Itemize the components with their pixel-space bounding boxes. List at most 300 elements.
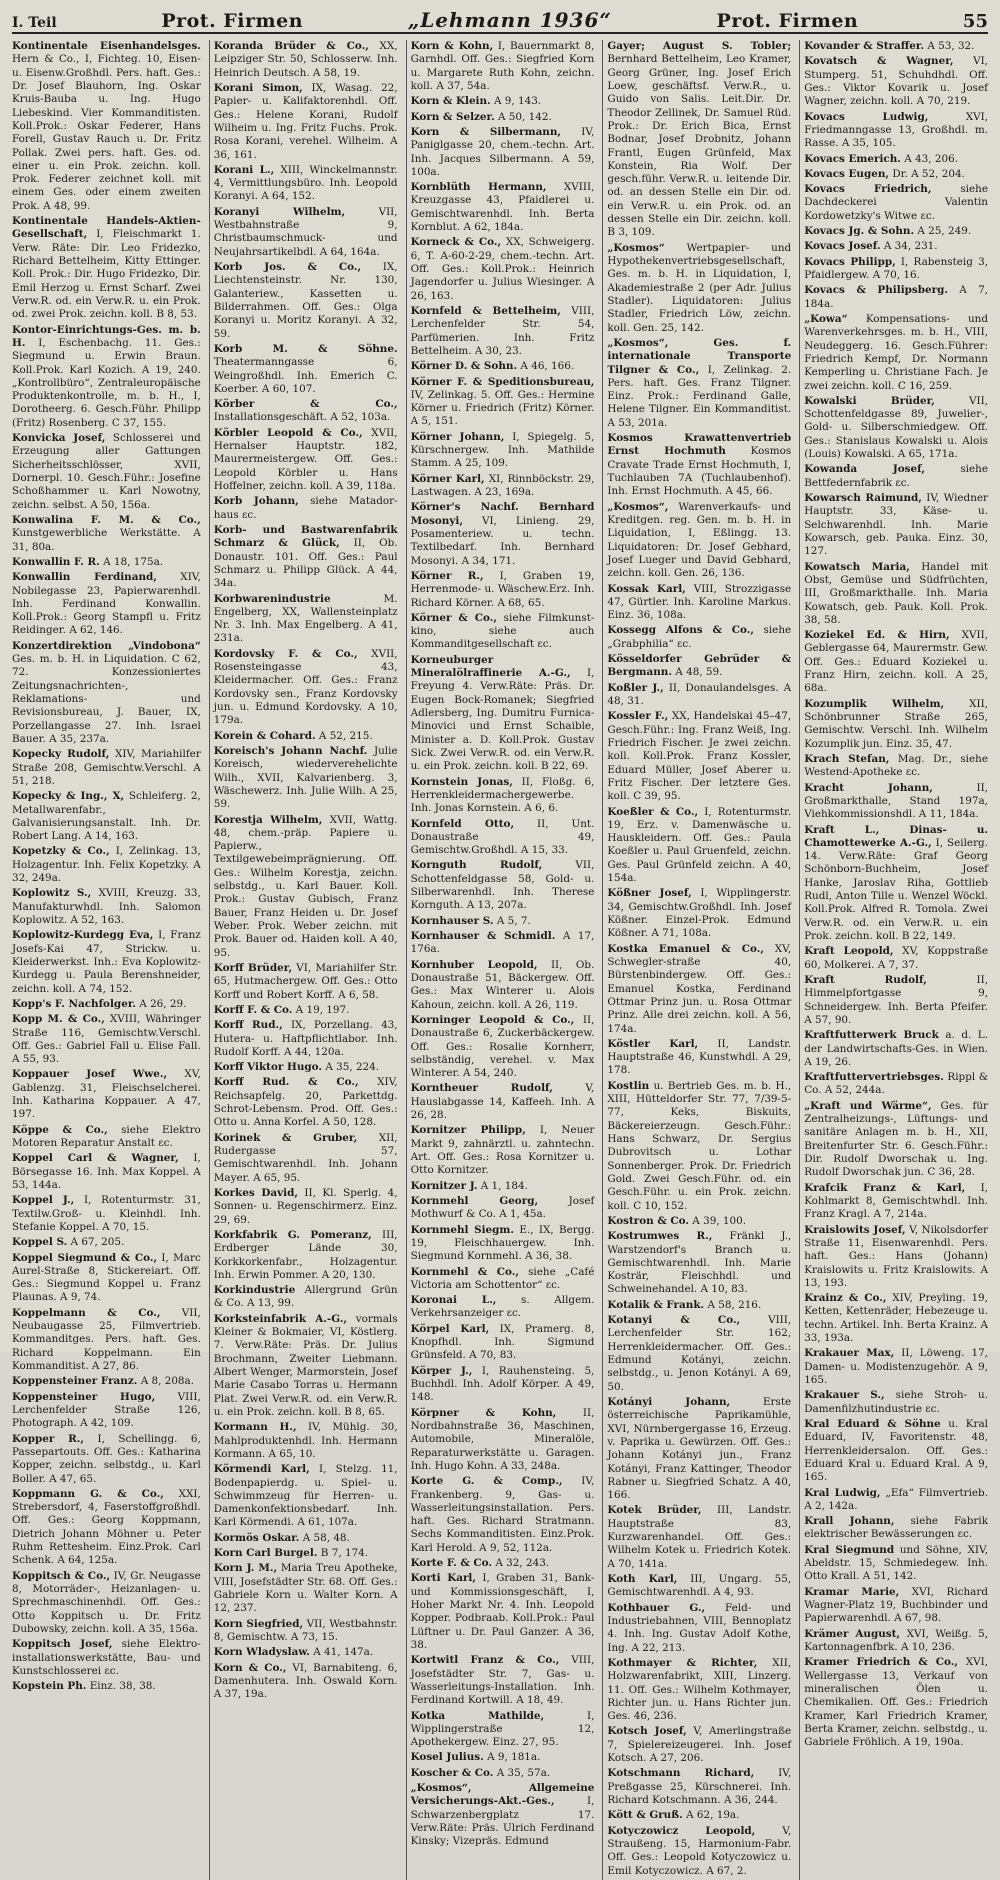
firm-entry: [12, 215, 201, 322]
firm-entry: [411, 1557, 595, 1570]
firm-entry: [12, 514, 201, 554]
firm-entry: [804, 629, 988, 696]
firm-details: VI, Mariahilfer Str. 65, Hutmachergew. Off. Ges.: Otto Korff und Robert Korff. A 6, 58.: [213, 961, 398, 1001]
firm-details: Kosmos Cravate Trade Ernst Hochmuth, I, Tuchlauben 7A (Tuchlaubenhof). Inh. Ernst Hochmuth. A 45, 66.: [607, 445, 792, 498]
firm-entry: [12, 1236, 201, 1249]
firm-entry: [804, 698, 988, 751]
firm-entry: [607, 1314, 791, 1394]
firm-details: I, Börsegasse 16. Inh. Max Koppel. A 53, 144a.: [12, 1152, 201, 1191]
firm-name: Korn Carl Burgel.: [213, 1547, 318, 1560]
firm-name: Korff Brüder,: [213, 961, 293, 974]
firm-name: Korff Rud.,: [213, 1019, 283, 1032]
firm-name: Kovacs Ludwig,: [804, 110, 929, 123]
firm-details: XVIII, Kreuzgasse 43, Pfaidlerei u. Gemischtwarenhdl. Inh. Berta Kornblut. A 62, 184a.: [410, 181, 595, 234]
firm-entry: [607, 337, 791, 430]
firm-details: A 5, 7.: [496, 914, 531, 927]
firm-entry: [214, 1532, 398, 1545]
firm-entry: [214, 1662, 398, 1702]
firm-details: V, Amerlingstraße 7, Spielereizeugerei. Inh. Josef Kotsch. A 27, 206.: [607, 1725, 792, 1765]
firm-details: II, Kl. Sperlg. 4, Sonnen- u. Regenschirmerz. Einz. 29, 69.: [213, 1186, 398, 1226]
firm-name: Kothbauer G.,: [607, 1601, 706, 1614]
firm-entry: [411, 376, 595, 429]
firm-entry: [214, 1562, 398, 1615]
firm-name: Korb- und Bastwarenfabrik Schmarz & Glück,: [213, 523, 398, 550]
column-5: [799, 40, 988, 1880]
firm-entry: [214, 1187, 398, 1227]
firm-entry: [12, 1252, 201, 1305]
firm-entry: [12, 40, 201, 213]
firm-name: Koth Karl,: [607, 1573, 678, 1585]
firm-details: A 43, 206.: [904, 152, 959, 165]
firm-name: „Kosmos“,: [607, 500, 669, 513]
firm-details: VII, Westbahnstraße 9, Christbaumschmuck- und Neujahrsartikelbdl. A 64, 164a.: [213, 205, 398, 258]
firm-entry: [214, 398, 398, 425]
firm-entry: [804, 945, 988, 972]
firm-name: Korbwarenindustrie: [213, 592, 331, 605]
firm-entry: [12, 845, 201, 885]
firm-name: Konwallin F. R.: [12, 555, 100, 568]
firm-entry: [804, 183, 988, 223]
firm-entry: [804, 561, 988, 628]
firm-details: IV, Mühlg. 30, Mahlproduktenhdl. Inh. Hermann Kormann. A 65, 10.: [213, 1421, 398, 1460]
firm-details: XX, Schweigerg. 6, T. A-60-2-29, chem.-techn. Art. Off. Ges.: Koll.Prok.: Heinrich Jagendorfer u. Julius Wiesinger. A 26, 163.: [410, 236, 595, 302]
firm-entry: [411, 818, 595, 858]
firm-entry: [214, 1229, 398, 1282]
firm-entry: [411, 236, 595, 303]
firm-entry: [12, 1152, 201, 1192]
firm-details: II, Ob. Donaustraße 51, Bäckergew. Off. Ges.: Max Winterer u. Alois Kahoun, zeichn. koll. A 26, 119.: [410, 958, 595, 1011]
firm-details: I, Rauhensteing. 5, Buchhdl. Inh. Adolf Körper. A 49, 148.: [410, 1364, 595, 1404]
firm-details: Schlosserei und Erzeugung aller Gattungen Sicherheitsschlösser, XVII, Dornerpl. 10. Gesch.Führ.: Josefine Schoßhammer u. Karl Nowotny, zeichn. selbst. A 50, 156a.: [12, 432, 201, 511]
firm-entry: [411, 473, 595, 500]
firm-name: Kovacs Jg. & Sohn.: [804, 225, 915, 238]
firm-entry: [214, 1019, 398, 1059]
firm-details: VIII, Lerchenfelder Straße 126, Photograph. A 42, 109.: [12, 1390, 201, 1430]
firm-name: Korte F. & Co.: [410, 1557, 493, 1570]
firm-entry: [411, 1365, 595, 1405]
firm-name: Kornblüth Hermann,: [410, 181, 547, 194]
firm-entry: [804, 240, 988, 253]
firm-name: „Kosmos“, Ges. f. internationale Transporte Tilgner & Co.,: [607, 336, 792, 376]
firm-entry: [214, 1061, 398, 1074]
firm-entry: [214, 1547, 398, 1560]
firm-name: Korn & Silbermann,: [410, 125, 562, 138]
firm-details: XX, Leipziger Str. 50, Schlosserw. Inh. Heinrich Deutsch. A 58, 19.: [213, 40, 398, 79]
firm-details: XI, Rinnböckstr. 29, Lastwagen. A 23, 169a.: [410, 472, 595, 498]
firm-entry: [12, 556, 201, 569]
firm-details: III, Landstr. Hauptstraße 83, Kurzwarenhandel. Off. Ges.: Wilhelm Kotek u. Friedrich Kotek. A 70, 141a.: [607, 1504, 792, 1570]
firm-entry: [12, 432, 201, 512]
firm-name: Koppel Carl & Wagner,: [12, 1152, 179, 1165]
firm-name: Kraislowits Josef,: [804, 1223, 906, 1236]
firm-entry: [411, 1572, 595, 1652]
firm-name: Kornmehl Siegm.: [410, 1223, 515, 1236]
firm-entry: [214, 1076, 398, 1129]
firm-details: I, Graben 31, Bank- und Kommissionsgeschäft, I, Hoher Markt Nr. 4. Inh. Leopold Kopper. Podbraab. Koll.Prok.: Paul Lüftner u. Dr. Paul Ganzer. A 36, 38.: [410, 1572, 595, 1651]
firm-details: XXI, Strebersdorf, 4, Faserstoffgroßhdl. Off. Ges.: Georg Koppmann, Dietrich Johann Möhner u. Peter Ruhm Rettesheim. Einz.Prok. Carl Schenk. A 64, 125a.: [12, 1487, 201, 1567]
firm-details: siehe Bettfedernfabrik ɛc.: [804, 463, 988, 489]
firm-entry: [411, 1407, 595, 1474]
firm-details: VII, Schottenfeldgasse 89, Juwelier-, Gold- u. Silberschmiedgew. Off. Ges.: Stanislaus Kowalski u. Alois (Louis) Kowalski. A 65, 171a.: [804, 394, 988, 461]
firm-details: Fränkl J., Warstzendorf's Branch u. Gemischtwarenhdl. Inh. Marie Kosträr, Fleischhdl. und Schweinehandel. A 10, 83.: [607, 1230, 792, 1296]
firm-name: Korn & Klein.: [410, 95, 491, 108]
firm-name: Kött & Gruß.: [607, 1809, 683, 1822]
firm-name: Kostron & Co.: [607, 1214, 689, 1227]
firm-entry: [607, 1215, 791, 1228]
firm-details: XVIII, Währinger Straße 116, Gemischtw.Verschl. Off. Ges.: Gabriel Fall u. Elise Fall. A 55, 93.: [12, 1013, 201, 1066]
firm-entry: [411, 612, 595, 652]
firm-name: Kracht Johann,: [804, 781, 933, 794]
firm-details: Mag. Dr., siehe Westend-Apotheke ɛc.: [804, 752, 988, 779]
firm-name: Köstler Karl,: [607, 1037, 699, 1050]
firm-details: IV, Wiedner Hauptstr. 33, Käse- u. Selchwarenhdl. Inh. Marie Kowarsch, geb. Pauka. Einz. 30, 127.: [804, 492, 989, 558]
firm-details: I, Schellingg. 6, Passepartouts. Off. Ges.: Katharina Kopper, zeichn. selbstdg., u. Karl Boller. A 47, 65.: [12, 1432, 201, 1485]
firm-details: siehe „Café Victoria am Schottentor“ ɛc.: [410, 1265, 595, 1291]
firm-details: A 58, 216.: [707, 1298, 762, 1311]
firm-name: Koronai L.,: [410, 1294, 497, 1307]
firm-name: Kovacs Friedrich,: [804, 183, 932, 196]
firm-name: Köppe & Co.,: [12, 1123, 108, 1136]
firm-name: Korb M. & Söhne.: [213, 342, 398, 355]
firm-details: IX, Porzellang. 43, Hutera- u. Haftpflichtlabor. Inh. Rudolf Korff. A 44, 120a.: [213, 1019, 398, 1058]
firm-name: Konvicka Josef,: [12, 432, 106, 445]
firm-name: Konzertdirektion „Vindobona“: [12, 639, 201, 652]
firm-details: VIII, Lerchenfelder Str. 162, Herrenkleidermacher. Off. Ges.: Edmund Kotányi, zeichn. selbstdg., u. Jenon Kotányi. A 69, 50.: [607, 1314, 792, 1393]
firm-entry: [804, 1292, 988, 1345]
firm-entry: [804, 824, 988, 944]
firm-entry: [12, 748, 201, 788]
firm-entry: [411, 654, 595, 774]
part-label: I. Teil: [12, 15, 57, 31]
firm-entry: [411, 1124, 595, 1177]
firm-entry: [214, 40, 398, 80]
firm-name: Korb Jos. & Co.,: [213, 261, 362, 273]
firm-entry: [411, 1475, 595, 1555]
firm-entry: [411, 431, 595, 471]
firm-details: A 25, 249.: [917, 225, 972, 238]
firm-name: „Kowa“: [804, 312, 848, 325]
firm-name: Korein & Cohard.: [213, 729, 316, 742]
firm-entry: [804, 463, 988, 490]
firm-entry: [804, 974, 988, 1027]
firm-entry: [607, 501, 791, 581]
firm-name: Krainz & Co.,: [804, 1292, 887, 1305]
firm-details: I, Rotenturmstr. 31, Textilw.Groß- u. Kleinhdl. Inh. Stefanie Koppel. A 70, 15.: [12, 1194, 201, 1233]
firm-entry: [411, 1654, 595, 1707]
firm-entry: [12, 1433, 201, 1486]
firm-details: III, Ungarg. 55, Gemischtwarenhdl. A 4, 93.: [607, 1573, 792, 1599]
firm-details: IV, Gr. Neugasse 8, Motorräder-, Heizanlagen- u. Sprechmaschinenhdl. Off. Ges.: Otto Koppitsch u. Dr. Fritz Dubowsky, zeichn. koll. A 35, 156a.: [12, 1569, 201, 1635]
firm-details: IX, Pramerg. 8, Knopfhdl. Inh. Sigmund Grünsfeld. A 70, 83.: [410, 1322, 595, 1362]
firm-entry: [214, 495, 398, 522]
firm-details: I, Wipplingerstr. 34, Gemischtw.Großhdl. Inh. Josef Kößner. Einzel-Prok. Edmund Kößner. A 71, 108a.: [607, 887, 792, 940]
firm-name: Kopetzky & Co.,: [12, 845, 110, 858]
firm-name: Korinek & Gruber,: [213, 1131, 358, 1144]
firm-entry: [12, 1307, 201, 1374]
firm-details: Feld- und Industriebahnen, VIII, Bennoplatz 4. Inh. Ing. Gustav Adolf Kothe, Ing. A 22, 213.: [607, 1601, 792, 1654]
firm-name: Kordovsky F. & Co.,: [213, 647, 358, 660]
column-2: [209, 40, 398, 1880]
firm-details: Ges. m. b. H. in Liquidation. C 62, 72. Konzessioniertes Zeitungsnachrichten-, Reklamations- und Revisionsbureau, J. Bauer, IX, Porzellangasse 27. Inh. Israel Bauer. A 35, 237a.: [12, 653, 201, 745]
firm-entry: [804, 256, 988, 283]
firm-entry: [12, 790, 201, 843]
firm-name: Korn & Kohn,: [410, 40, 494, 52]
firm-details: A 26, 29.: [139, 997, 187, 1010]
firm-entry: [804, 782, 988, 822]
firm-details: A 53, 32.: [927, 40, 975, 52]
firm-details: I, Freyung 4. Verw.Räte: Präs. Dr. Eugen Bock-Romanek; Siegfried Adlersberg, Ing. Dumitru Furnica-Minovici und Ernst Schaible, Minister a. D. Koll.Prok. Gustav Sick. Zwei Verw.R. od. ein Verw.R. u. ein Prok. zeichn. koll. B 22, 69.: [410, 667, 595, 773]
firm-entry: [607, 887, 791, 940]
firm-entry: [12, 1068, 201, 1121]
firm-details: I, Bauernmarkt 8, Garnhdl. Off. Ges.: Siegfried Korn u. Margarete Ruth Kohn, zeichn. koll. A 37, 54a.: [410, 40, 595, 92]
firm-entry: [411, 305, 595, 358]
firm-name: Korff Viktor Hugo.: [213, 1061, 322, 1074]
firm-details: II, Ob. Donaustr. 101. Off. Ges.: Paul Schmarz u. Philipp Glück. A 44, 34a.: [213, 537, 398, 590]
firm-name: Koßler J.,: [607, 681, 664, 694]
firm-details: I, Wipplingerstraße 12, Apothekergew. Einz. 27, 95.: [410, 1709, 595, 1749]
firm-entry: [214, 1313, 398, 1420]
firm-details: siehe Stroh- u. Damenfilzhutindustrie ɛc.: [804, 1389, 989, 1415]
firm-entry: [12, 1375, 201, 1388]
firm-details: II, Donaulandelsges. A 48, 31.: [607, 681, 792, 707]
firm-details: V, Hauslabgasse 14, Kaffeeh. Inh. A 26, 28.: [410, 1082, 595, 1122]
firm-entry: [607, 242, 791, 335]
firm-entry: [804, 1071, 988, 1098]
firm-details: Allergrund Grün & Co. A 13, 99.: [213, 1284, 398, 1310]
firm-details: A 35, 57a.: [496, 1766, 551, 1779]
firm-entry: [411, 1710, 595, 1750]
firm-details: VI, Stumperg. 51, Schuhdhdl. Off. Ges.: Viktor Kovarik u. Josef Wagner, zeichn. koll. A 70, 219.: [804, 55, 988, 108]
firm-details: IV, Preßgasse 25, Kürschnerei. Inh. Richard Kotschmann. A 36, 244.: [607, 1767, 792, 1806]
firm-name: Krämer August,: [804, 1627, 901, 1640]
firm-details: A 48, 59.: [675, 666, 723, 679]
firm-entry: [214, 730, 398, 743]
firm-name: Kotka Mathilde,: [410, 1709, 545, 1722]
firm-entry: [214, 745, 398, 812]
firm-entry: [607, 432, 791, 499]
firm-name: Koppauer Josef Wwe.,: [12, 1068, 168, 1081]
firm-entry: [804, 284, 988, 311]
firm-details: XV, Koppstraße 60, Molkerei. A 7, 37.: [804, 945, 988, 971]
firm-name: Kraft L., Dinas- u. Chamottewerke A.-G.,: [804, 823, 988, 849]
firm-details: I, Fleischmarkt 1. Verw. Räte: Dir. Leo Fridezko, Richard Bettelheim, Kitty Ettinger. Koll. Prok.: Dir. Hugo Fridezko, Dir. Emil Herzog u. Ernst Scharf. Zwei Verw.R. od. ein Verw.R. u. ein Prok. od. zwei Prok. zeichn. koll. B 8, 53.: [12, 228, 201, 321]
firm-name: Korb Johann,: [213, 495, 299, 508]
firm-entry: [411, 1082, 595, 1122]
firm-name: Kral Eduard & Söhne: [804, 1417, 941, 1430]
firm-entry: [12, 929, 201, 996]
firm-entry: [804, 1544, 988, 1584]
firm-name: Korneuburger Mineralölraffinerie A.-G.,: [410, 653, 571, 680]
firm-name: Kotek Brüder,: [607, 1504, 702, 1517]
firm-name: Kornhauser & Schmidl.: [410, 930, 556, 942]
firm-name: Korn Wladyslaw.: [213, 1646, 310, 1659]
firm-entry: [804, 1515, 988, 1542]
firm-entry: [12, 1680, 201, 1693]
firm-name: Körner Johann,: [410, 430, 505, 443]
firm-entry: [804, 1656, 988, 1749]
firm-details: siehe Elektro-installationswerkstätte, Bau- und Kunstschlosserei ɛc.: [12, 1638, 201, 1677]
firm-name: Kraft Leopold,: [804, 945, 894, 958]
firm-details: II, Donaustraße 6, Zuckerbäckergew. Off. Ges.: Rosalie Kornherr, selbständig, verehel. v. Max Winterer. A 54, 240.: [410, 1013, 595, 1080]
firm-details: E., IX, Bergg. 19, Fleischhauergew. Inh. Siegmund Kornmehl. A 36, 38.: [410, 1223, 595, 1263]
firm-entry: [804, 153, 988, 166]
firm-entry: [12, 571, 201, 638]
firm-entry: [804, 55, 988, 108]
firm-details: A 39, 100.: [692, 1214, 747, 1227]
firm-name: Kornhauser S.: [410, 914, 494, 927]
firm-name: Kontor-Einrichtungs-Ges. m. b. H.: [12, 323, 201, 349]
firm-details: Handel mit Obst, Gemüse und Südfrüchten, III, Großmarkthalle. Inh. Maria Kowatsch, geb. Pauk. Koll. Prok. 38, 58.: [804, 560, 988, 626]
firm-name: Korff F. & Co.: [213, 1003, 293, 1016]
firm-entry: [607, 1504, 791, 1571]
firm-name: Korti Karl,: [410, 1572, 476, 1585]
firm-name: Konwallin Ferdinand,: [12, 571, 157, 584]
firm-details: XVII, Wattg. 48, chem.-präp. Papiere u. Papierw., Textilgewebeimprägnierung. Off. Ges.: Wilhelm Korestja, zeichn. selbstdg., u. Karl Bauer. Koll. Prok.: Gustav Gubisch, Franz Bauer, Franz Heiden u. Dr. Josef Weber. Prok. Weber zeichn. mit Prok. Bauer od. Haiden koll. A 40, 95.: [213, 813, 398, 959]
firm-name: Körpner & Kohn,: [410, 1406, 557, 1419]
firm-details: I, Rabensteig 3, Pfaidlergew. A 70, 16.: [804, 255, 988, 281]
firm-details: A 32, 243.: [495, 1557, 550, 1570]
firm-name: Kornmehl Georg,: [410, 1194, 539, 1207]
firm-details: I, Rotenturmstr. 19, Erz. v. Damenwäsche u. Hauskleidern. Off. Ges.: Paula Koeßler u. Paul Gruenfeld, zeichn. Ges. Paul Grünfeld zeichn. A 40, 154a.: [607, 805, 792, 885]
firm-name: Kothmayer & Richter,: [607, 1656, 758, 1669]
firm-details: B 7, 174.: [320, 1547, 369, 1560]
firm-entry: [607, 1396, 791, 1503]
firm-entry: [214, 648, 398, 728]
firm-name: Koplowitz-Kurdegg Eva,: [12, 929, 154, 942]
firm-details: u. Kral Eduard, IV, Favoritenstr. 48, Herrenkleidersalon. Off. Ges.: Eduard Kral u. Eduard Kral. A 9, 165.: [804, 1417, 988, 1484]
firm-entry: [607, 806, 791, 886]
firm-entry: [804, 40, 988, 53]
firm-details: s. Allgem. Verkehrsanzeiger ɛc.: [410, 1294, 595, 1320]
firm-name: Krakauer S.,: [804, 1389, 885, 1402]
firm-name: Korkes David,: [213, 1186, 298, 1199]
firm-entry: [214, 164, 398, 204]
firm-name: Kotányi Johann,: [607, 1395, 731, 1408]
firm-details: siehe Fabrik elektrischer Bewässerungen ɛc.: [804, 1515, 988, 1541]
firm-details: XIV, Preyling. 19, Ketten, Kettenräder, Hebezeuge u. techn. Artikel. Inh. Berta Krainz. A 33, 193a.: [804, 1292, 988, 1345]
firm-details: Hern & Co., I, Fichteg. 10, Eisen- u. Eisenw.Großhdl. Pers. haft. Ges.: Dr. Josef Blauhorn, Ing. Oskar Kruis-Bauba u. Ing. Hugo Liebeskind. Vier Kommanditisten. Koll.Prok.: Oskar Federer, Hans Forell, Gustav Rauch u. Dr. Fritz Pollak. Zwei pers. haft. Ges. od. einer u. ein Prok. zeichn. koll. Prok. Federer zeichnet koll. mit einem Ges. oder einem zweiten Prok. A 48, 99.: [12, 53, 201, 212]
firm-name: Korte G. & Comp.,: [410, 1475, 563, 1488]
firm-entry: [214, 1132, 398, 1185]
firm-details: A 1, 184.: [480, 1179, 528, 1192]
firm-name: Konwalina F. M. & Co.,: [12, 513, 201, 526]
firm-name: Kossak Karl,: [607, 582, 686, 595]
firm-details: A 9, 181a.: [487, 1751, 541, 1764]
firm-entry: [411, 930, 595, 957]
firm-entry: [411, 1782, 595, 1849]
firm-details: I, Graben 19, Herrenmode- u. Wäschew.Erz. Inh. Richard Körner. A 68, 65.: [410, 569, 595, 609]
page-number: 55: [962, 11, 988, 32]
firm-details: Erste österreichische Paprikamühle, XVI, Nürnbergergasse 16, Erzeug. v. Paprika u. Gewürzen. Off. Ges.: Johann Kotányi jun., Franz Kotányi, Franz Kattinger, Theodor Rabner u. Siegfried Schatz. A 40, 166.: [607, 1395, 792, 1502]
firm-entry: [214, 206, 398, 259]
firm-entry: [214, 814, 398, 960]
firm-name: Korn & Co.,: [213, 1661, 287, 1674]
firm-name: „Kosmos“: [607, 241, 665, 254]
firm-entry: [804, 1389, 988, 1416]
firm-name: Kostlin: [607, 1079, 650, 1092]
firm-entry: [411, 111, 595, 124]
firm-entry: [607, 1825, 791, 1878]
firm-name: Kornmehl & Co.,: [410, 1265, 519, 1278]
firm-details: XVII, Rosensteingasse 43, Kleidermacher. Off. Ges.: Franz Kordovsky sen., Franz Kordovsky jun. u. Edmund Kordovsky. A 10, 179a.: [213, 647, 398, 727]
firm-name: Korkfabrik G. Pomeranz,: [213, 1228, 372, 1241]
firm-details: IV, Paniglgasse 20, chem.-techn. Art. Inh. Jacques Silbermann. A 59, 100a.: [410, 125, 595, 178]
firm-details: II, Unt. Donaustraße 49, Gemischtw.Großhdl. A 15, 33.: [410, 817, 595, 857]
firm-details: A 17, 176a.: [410, 930, 595, 956]
firm-entry: [607, 1602, 791, 1655]
firm-entry: [411, 1266, 595, 1293]
firm-name: Kramar Marie,: [804, 1585, 900, 1598]
firm-name: Korff Rud. & Co.,: [213, 1076, 359, 1089]
firm-name: Kornfeld Otto,: [410, 817, 515, 830]
firm-details: A 41, 147a.: [313, 1646, 374, 1659]
firm-entry: [804, 111, 988, 151]
firm-entry: [214, 82, 398, 162]
firm-details: A 67, 205.: [70, 1236, 125, 1249]
firm-details: II, Floßg. 6, Herrenkleidermachergewerbe. Inh. Jonas Kornstein. A 6, 6.: [410, 775, 595, 815]
firm-name: Körner D. & Sohn.: [410, 360, 518, 373]
firm-details: XVII, Geblergasse 64, Maurermstr. Gew. Off. Ges.: Eduard Koziekel u. Franz Hirn, zeichn. koll. A 25, 68a.: [804, 629, 988, 695]
firm-entry: [607, 1767, 791, 1807]
firm-name: Kontinentale Eisenhandelsges.: [12, 40, 201, 52]
firm-name: „Kosmos“, Allgemeine Versicherungs-Akt.-Ges.,: [410, 1782, 595, 1808]
firm-details: I, Franz Josefs-Kai 47, Strickw. u. Kleiderwerkst. Inh.: Eva Koplowitz-Kurdegg u. Paula Berenshneider, zeichn. koll. A 74, 152.: [12, 929, 201, 995]
firm-entry: [607, 624, 791, 651]
firm-name: Körmendi Karl,: [213, 1463, 310, 1476]
firm-details: siehe Matador-haus ɛc.: [213, 495, 398, 521]
firm-name: Kosel Julius.: [410, 1751, 484, 1764]
firm-entry: [804, 1487, 988, 1514]
firm-details: Installationsgeschäft. A 52, 103a.: [213, 411, 391, 424]
firm-name: Koppensteiner Hugo,: [12, 1390, 156, 1403]
firm-details: vormals Kleiner & Bokmaier, VI, Köstlerg. 7. Verw.Räte: Präs. Dr. Julius Brochmann, Zweiter Liebmann. Albert Wenger, Marmorstein, Josef Marie Casabo Torras u. Hermann Plat. Zwei Verw.R. od. ein Verw.R. u. ein Prok. zeichn. koll. B 8, 65.: [213, 1312, 398, 1418]
firm-name: Kornstein Jonas,: [410, 775, 513, 788]
firm-details: Kunstgewerbliche Werkstätte. A 31, 80a.: [12, 527, 201, 553]
firm-name: Kozumplik Wilhelm,: [804, 697, 945, 710]
firm-entry: [607, 1573, 791, 1600]
firm-details: II, Himmelpfortgasse 9, Schneidergew. Inh. Berta Pfeifer. A 57, 90.: [804, 973, 988, 1026]
firm-details: VII, Westbahnstr. 8, Gemischtw. A 73, 15.: [213, 1617, 398, 1643]
firm-entry: [214, 593, 398, 646]
firm-name: Kovander & Straffer.: [804, 40, 924, 52]
firm-name: Kontinentale Handels-Aktien-Gesellschaft,: [12, 215, 201, 241]
firm-name: Koppel Siegmund & Co.,: [12, 1251, 158, 1264]
firm-entry: [214, 1421, 398, 1461]
firm-details: Dr. A 52, 204.: [892, 167, 965, 180]
firm-details: XV, Gablenzg. 31, Fleischselcherei. Inh. Katharina Koppauer. A 47, 197.: [12, 1068, 201, 1121]
firm-name: Körber & Co.,: [213, 398, 398, 411]
firm-details: a. d. L. der Landwirtschafts-Ges. in Wien. A 19, 26.: [804, 1029, 988, 1068]
directory-columns: [12, 40, 989, 1877]
firm-name: Kormann H.,: [213, 1421, 297, 1434]
firm-name: Koscher & Co.: [410, 1766, 494, 1779]
firm-details: VII, Neubaugasse 25, Filmvertrieb. Kommanditges. Pers. haft. Ges. Richard Koppelmann. Ein Kommanditist. A 27, 86.: [12, 1306, 201, 1372]
firm-name: Kraftfutterwerk Bruck: [804, 1029, 939, 1042]
firm-details: siehe Dachdeckerei Valentin Kordowetzky's Witwe ɛc.: [804, 183, 988, 222]
firm-details: A 18, 175a.: [103, 555, 164, 568]
firm-details: M. Engelberg, XX, Wallensteinplatz Nr. 3. Inh. Max Engelberg. A 41, 231a.: [213, 592, 398, 645]
firm-entry: [607, 40, 791, 240]
firm-details: siehe Filmkunst-kino, siehe auch Kommanditgesellschaft ɛc.: [410, 611, 595, 651]
firm-entry: [214, 261, 398, 341]
firm-entry: [411, 501, 595, 568]
firm-details: XIV, Nobilegasse 23, Papierwarenhdl. Inh. Ferdinand Konwallin. Koll.Prok.: Georg Stampfl u. Fritz Reidinger. A 62, 146.: [12, 571, 201, 637]
firm-details: A 50, 142.: [498, 110, 552, 123]
firm-name: Kostrumwes R.,: [607, 1230, 713, 1243]
column-4: [602, 40, 791, 1880]
firm-name: Koeßler & Co.,: [607, 805, 699, 818]
column-1: [12, 40, 201, 1880]
